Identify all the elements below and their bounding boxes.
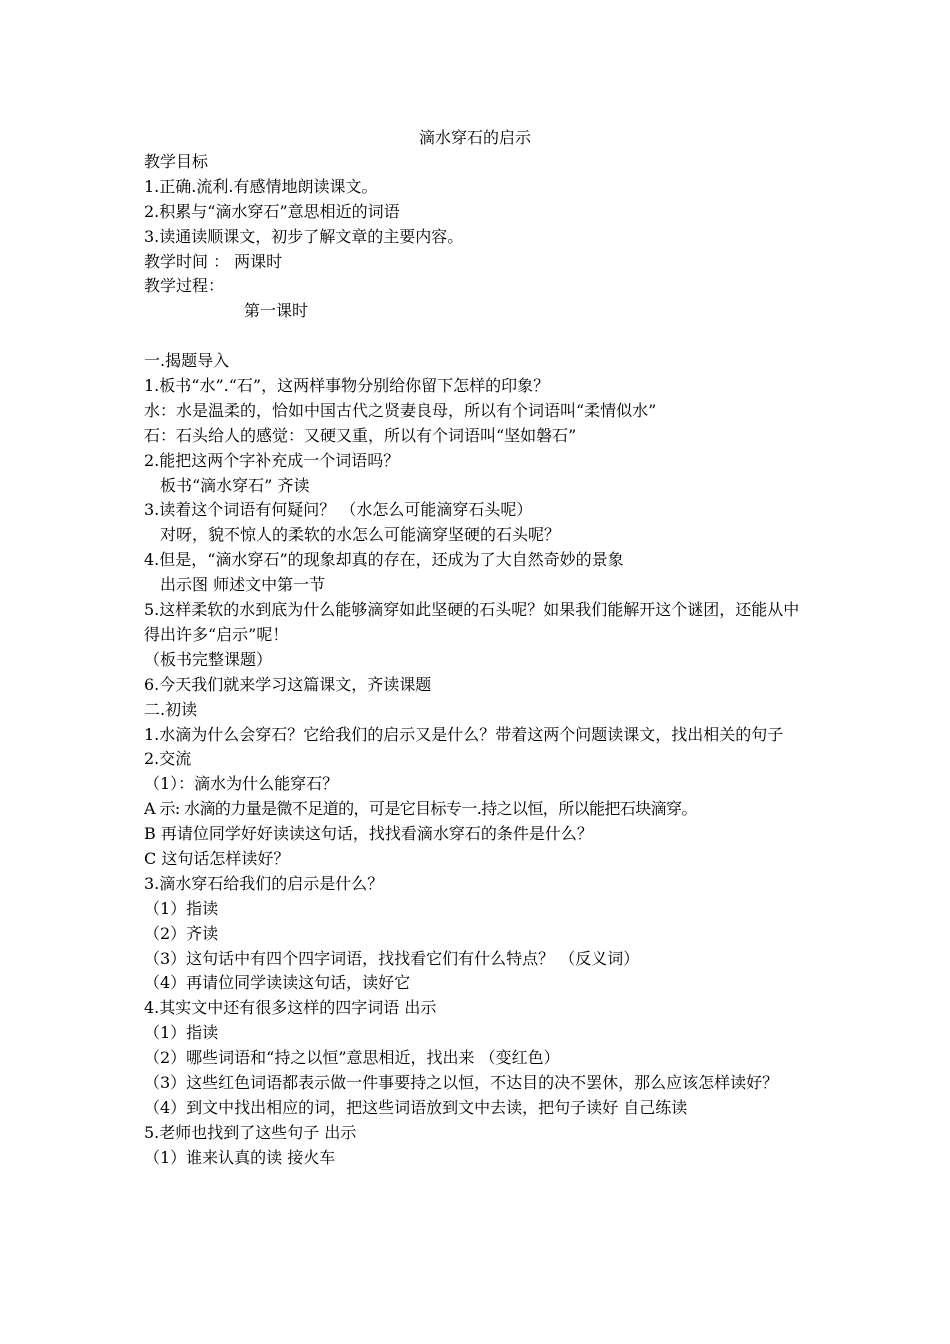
- document-body: [144, 150, 814, 1171]
- text-line: 石：石头给人的感觉：又硬又重，所以有个词语叫“坚如磐石”: [144, 425, 577, 445]
- text-line: 教学目标: [144, 152, 209, 171]
- section-heading: 二.初读: [144, 699, 198, 719]
- text-line: 6.今天我们就来学习这篇课文，齐读课题: [144, 674, 432, 694]
- text-line: （4）到文中找出相应的词，把这些词语放到文中去读，把句子读好 自己练读: [144, 1097, 688, 1117]
- text-line: 2.积累与“滴水穿石”意思相近的词语: [144, 201, 400, 221]
- text-line: 1.正确.流利.有感情地朗读课文。: [144, 176, 378, 196]
- text-line: 2.交流: [144, 749, 192, 769]
- text-line: 4.其实文中还有很多这样的四字词语 出示: [144, 998, 437, 1018]
- text-line: 5.老师也找到了这些句子 出示: [144, 1122, 357, 1142]
- text-line: （1）指读: [144, 898, 219, 918]
- text-line: B 再请位同学好好读读这句话，找找看滴水穿石的条件是什么？: [144, 824, 593, 844]
- text-line: （2）哪些词语和“持之以恒”意思相近，找出来 （变红色）: [144, 1048, 560, 1068]
- text-line: （2）齐读: [144, 923, 219, 943]
- document-title: 滴水穿石的启示: [418, 128, 531, 147]
- text-line: （板书完整课题）: [144, 649, 273, 669]
- text-line: 水：水是温柔的，恰如中国古代之贤妻良母，所以有个词语叫“柔情似水”: [144, 400, 657, 420]
- text-line: （3）这句话中有四个四字词语，找找看它们有什么特点？ （反义词）: [144, 948, 640, 968]
- text-line: 2.能把这两个字补充成一个词语吗？: [144, 450, 400, 470]
- text-line: （3）这些红色词语都表示做一件事要持之以恒，不达目的决不罢休，那么应该怎样读好？: [144, 1073, 779, 1092]
- text-line: C 这句话怎样读好？: [144, 848, 290, 868]
- text-line: 3.滴水穿石给我们的启示是什么？: [144, 873, 384, 893]
- text-line: A 示: 水滴的力量是微不足道的，可是它目标专一.持之以恒，所以能把石块滴穿。: [144, 799, 697, 819]
- text-line: 板书“滴水穿石” 齐读: [160, 475, 310, 495]
- blank-line: [144, 324, 814, 349]
- text-line: 4.但是，“滴水穿石”的现象却真的存在，还成为了大自然奇妙的景象: [144, 550, 624, 570]
- text-line: 出示图 师述文中第一节: [160, 575, 326, 595]
- text-line: 5.这样柔软的水到底为什么能够滴穿如此坚硬的石头呢？如果我们能解开这个谜团，还能从中得出许多“启示”呢！: [144, 600, 800, 644]
- text-line: 3.读通读顺课文，初步了解文章的主要内容。: [144, 226, 464, 246]
- text-line: 3.读着这个词语有何疑问？ （水怎么可能滴穿石头呢）: [144, 500, 533, 520]
- section-heading: 一.揭题导入: [144, 351, 230, 371]
- text-line: （1）：滴水为什么能穿石？: [144, 774, 339, 794]
- text-line: 教学过程：: [144, 276, 225, 296]
- text-line: 对呀，貌不惊人的柔软的水怎么可能滴穿坚硬的石头呢？: [160, 525, 561, 545]
- lesson-subheading: 第一课时: [244, 301, 309, 321]
- text-line: （4）再请位同学读读这句话，读好它: [144, 973, 411, 993]
- text-line: （1）指读: [144, 1023, 219, 1043]
- text-line: 1.板书“水”.“石”，这两样事物分别给你留下怎样的印象？: [144, 376, 550, 396]
- text-line: 教学时间 ： 两课时: [144, 251, 283, 271]
- text-line: 1.水滴为什么会穿石？它给我们的启示又是什么？带着这两个问题读课文，找出相关的句子: [144, 724, 784, 744]
- text-line: （1）谁来认真的读 接火车: [144, 1147, 336, 1167]
